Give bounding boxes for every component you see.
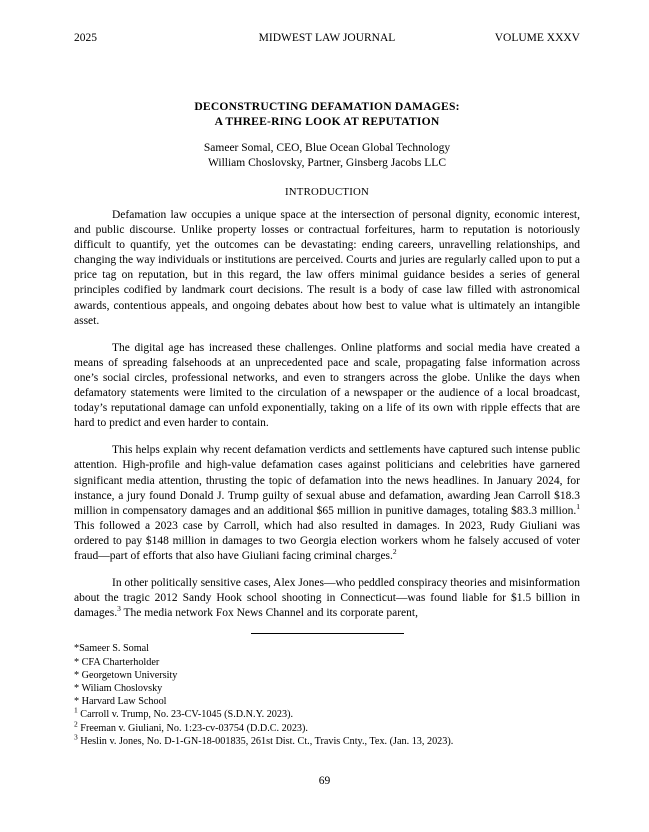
article-title [74, 99, 580, 129]
footnote-line: * Georgetown University [74, 669, 178, 681]
footnote-ref: 3 [117, 604, 121, 614]
author-block [74, 141, 580, 171]
footnote-marker: 1 [74, 705, 78, 715]
footnote-line: * Wiliam Choslovsky [74, 682, 163, 694]
footnote-ref: 2 [392, 547, 397, 557]
footnote-marker: 2 [74, 719, 78, 729]
body-paragraph: The digital age has increased these challenges. Online platforms and social media have created a means of spreading falsehoods at an unprecedented pace and scale, propagating false information across one’s social circles, professional networks, and even to strangers across the globe. Unlike the days when defamatory statements were limited to the circulation of a newspaper or the audience of a local broadcast, today’s reputational damage can unfold exponentially, taking on a life of its own with ripple effects that are hard to predict and even harder to contain. [74, 341, 580, 430]
author-line-2: William Choslovsky, Partner, Ginsberg Jacobs LLC [208, 157, 446, 169]
header-journal-title: MIDWEST LAW JOURNAL [258, 32, 396, 44]
running-header [74, 31, 580, 45]
footnote-line: * Harvard Law School [74, 696, 167, 708]
footnote-line: $^1$ Carroll v. Trump, No. 23-CV-1045 (S.D.N.Y. 2023). [74, 705, 294, 721]
article-body [74, 208, 580, 621]
footnote-line: *Sameer S. Somal [74, 643, 149, 655]
header-volume: VOLUME XXXV [494, 32, 580, 44]
article-title-line1: DECONSTRUCTING DEFAMATION DAMAGES: [194, 100, 460, 113]
footnotes-block [74, 642, 580, 748]
footnote-line: $^3$ Heslin v. Jones, No. D-1-GN-18-001835, 261st Dist. Ct., Travis Cnty., Tex. (Jan. 13, 2023). [74, 732, 454, 747]
footnote-separator [251, 633, 404, 634]
footnote-ref: 1 [576, 501, 580, 511]
footnote-line: * CFA Charterholder [74, 656, 160, 668]
header-year: 2025 [74, 32, 97, 44]
body-paragraph: In other politically sensitive cases, Alex Jones—who peddled conspiracy theories and misinformation about the tragic 2012 Sandy Hook school shooting in Connecticut—was found liable for $1.5 billion in damages.$^3$ The media network Fox News Channel and its corporate parent, [74, 577, 580, 620]
article-title-line2: A THREE-RING LOOK AT REPUTATION [214, 115, 440, 128]
body-paragraph: This helps explain why recent defamation verdicts and settlements have captured such intense public attention. High-profile and high-value defamation cases against politicians and celebrities have garnered significant media attention, thrusting the topic of defamation into the news headlines. In January 2024, for instance, a jury found Donald J. Trump guilty of sexual abuse and defamation, awarding Jean Carroll $18.3 million in compensatory damages and an additional $65 million in punitive damages, totaling $83.3 million.$^1$ This followed a 2023 case by Carroll, which had also resulted in damages. In 2023, Rudy Giuliani was ordered to pay $148 million in damages to two Georgia election workers whom he falsely accused of voter fraud—part of efforts that also have Giuliani facing criminal charges.$^2$ [74, 444, 580, 562]
body-paragraph: Defamation law occupies a unique space at the intersection of personal dignity, economic interest, and public discourse. Unlike property losses or contractual forfeitures, harm to reputation is notoriously difficult to quantify, yet the outcomes can be devastating: ending careers, unravelling relationships, and changing the way individuals or institutions are perceived. Courts and juries are regularly called upon to put a price tag on reputation, but in this regard, the law offers minimal guidance besides a series of general principles codified by landmark court decisions. The result is a body of case law filled with astronomical awards, contentious appeals, and ongoing debates about how best to value what is ultimately an intangible asset. [74, 209, 580, 327]
author-line-1: Sameer Somal, CEO, Blue Ocean Global Technology [203, 142, 451, 154]
section-heading-introduction: INTRODUCTION [285, 186, 369, 198]
footnote-line: $^2$ Freeman v. Giuliani, No. 1:23-cv-03754 (D.D.C. 2023). [74, 719, 308, 734]
footnote-marker: 3 [74, 732, 78, 742]
page-number: 69 [318, 775, 331, 787]
